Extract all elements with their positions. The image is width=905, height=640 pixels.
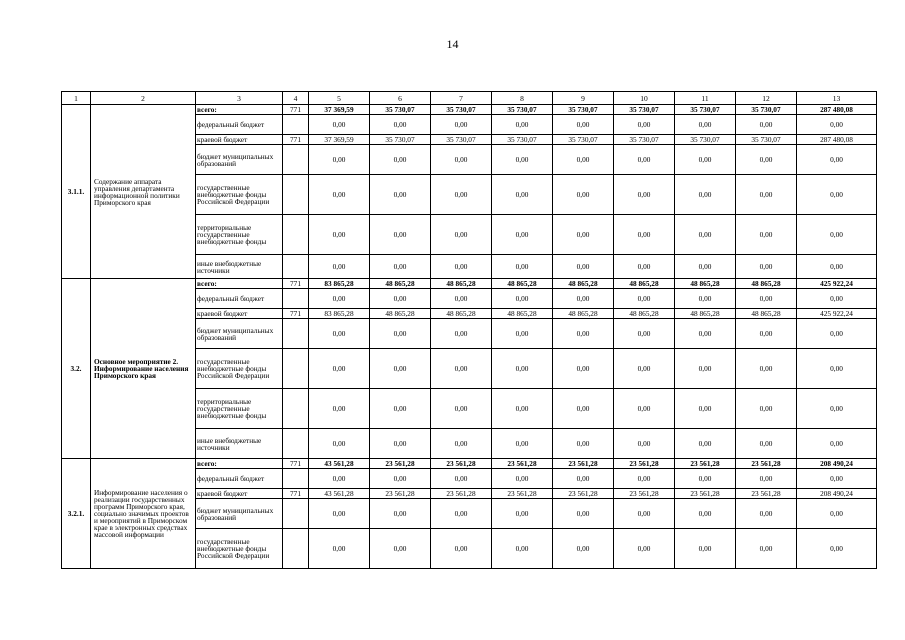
amount-cell: 35 730,07 (370, 135, 431, 145)
amount-cell: 35 730,07 (492, 105, 553, 115)
grs-code (283, 215, 309, 255)
amount-cell: 0,00 (614, 349, 675, 389)
amount-cell: 0,00 (736, 115, 797, 135)
amount-cell: 0,00 (309, 255, 370, 279)
amount-cell: 48 865,28 (492, 279, 553, 289)
amount-cell: 0,00 (614, 389, 675, 429)
amount-cell: 0,00 (675, 349, 736, 389)
funding-source: всего: (196, 279, 283, 289)
section-number: 3.1.1. (62, 105, 91, 279)
grs-code (283, 429, 309, 459)
funding-source: федеральный бюджет (196, 469, 283, 489)
grs-code (283, 145, 309, 175)
amount-cell: 0,00 (736, 319, 797, 349)
total-amount: 0,00 (797, 175, 877, 215)
amount-cell: 48 865,28 (553, 309, 614, 319)
amount-cell: 0,00 (736, 389, 797, 429)
amount-cell: 0,00 (309, 529, 370, 569)
amount-cell: 0,00 (492, 529, 553, 569)
funding-source: краевой бюджет (196, 309, 283, 319)
amount-cell: 0,00 (675, 469, 736, 489)
table-row (62, 279, 877, 289)
amount-cell: 0,00 (736, 145, 797, 175)
amount-cell: 0,00 (309, 429, 370, 459)
amount-cell: 0,00 (431, 349, 492, 389)
grs-code: 771 (283, 279, 309, 289)
total-amount: 0,00 (797, 469, 877, 489)
amount-cell: 0,00 (553, 349, 614, 389)
amount-cell: 0,00 (553, 429, 614, 459)
amount-cell: 0,00 (492, 469, 553, 489)
amount-cell: 0,00 (431, 115, 492, 135)
amount-cell: 23 561,28 (370, 489, 431, 499)
amount-cell: 0,00 (675, 255, 736, 279)
funding-source: краевой бюджет (196, 135, 283, 145)
page-number: 14 (446, 37, 459, 51)
amount-cell: 0,00 (736, 289, 797, 309)
total-amount: 425 922,24 (797, 279, 877, 289)
column-header: 7 (431, 92, 492, 105)
total-amount: 287 480,08 (797, 105, 877, 115)
amount-cell: 0,00 (309, 319, 370, 349)
amount-cell: 0,00 (675, 499, 736, 529)
amount-cell: 0,00 (370, 115, 431, 135)
funding-source: бюджет муниципальных образований (196, 145, 283, 175)
amount-cell: 0,00 (309, 389, 370, 429)
funding-source: бюджет муниципальных образований (196, 499, 283, 529)
amount-cell: 0,00 (553, 115, 614, 135)
amount-cell: 48 865,28 (614, 309, 675, 319)
total-amount: 0,00 (797, 319, 877, 349)
amount-cell: 0,00 (492, 115, 553, 135)
funding-source: иные внебюджетные источники (196, 255, 283, 279)
amount-cell: 0,00 (370, 429, 431, 459)
grs-code: 771 (283, 309, 309, 319)
grs-code (283, 389, 309, 429)
amount-cell: 0,00 (431, 499, 492, 529)
grs-code (283, 175, 309, 215)
total-amount: 0,00 (797, 115, 877, 135)
funding-source: краевой бюджет (196, 489, 283, 499)
amount-cell: 0,00 (675, 429, 736, 459)
amount-cell: 0,00 (675, 389, 736, 429)
amount-cell: 0,00 (431, 469, 492, 489)
amount-cell: 23 561,28 (614, 489, 675, 499)
amount-cell: 35 730,07 (370, 105, 431, 115)
column-header: 11 (675, 92, 736, 105)
section-name: Содержание аппарата управления департамента информационной политики Приморского края (91, 105, 196, 279)
amount-cell: 0,00 (675, 175, 736, 215)
amount-cell: 0,00 (370, 215, 431, 255)
amount-cell: 48 865,28 (370, 309, 431, 319)
amount-cell: 23 561,28 (553, 459, 614, 469)
column-header: 13 (797, 92, 877, 105)
amount-cell: 0,00 (614, 499, 675, 529)
amount-cell: 48 865,28 (431, 279, 492, 289)
section-number: 3.2. (62, 279, 91, 459)
amount-cell: 23 561,28 (370, 459, 431, 469)
amount-cell: 0,00 (370, 145, 431, 175)
grs-code (283, 349, 309, 389)
total-amount: 0,00 (797, 215, 877, 255)
total-amount: 208 490,24 (797, 489, 877, 499)
amount-cell: 0,00 (370, 389, 431, 429)
amount-cell: 0,00 (614, 115, 675, 135)
grs-code (283, 469, 309, 489)
amount-cell: 35 730,07 (553, 135, 614, 145)
amount-cell: 35 730,07 (675, 135, 736, 145)
amount-cell: 0,00 (370, 469, 431, 489)
amount-cell: 0,00 (614, 469, 675, 489)
funding-source: федеральный бюджет (196, 289, 283, 309)
amount-cell: 0,00 (370, 175, 431, 215)
amount-cell: 0,00 (614, 175, 675, 215)
column-header: 10 (614, 92, 675, 105)
amount-cell: 0,00 (492, 145, 553, 175)
amount-cell: 0,00 (553, 145, 614, 175)
amount-cell: 0,00 (553, 255, 614, 279)
grs-code: 771 (283, 135, 309, 145)
amount-cell: 0,00 (492, 429, 553, 459)
amount-cell: 35 730,07 (675, 105, 736, 115)
amount-cell: 35 730,07 (736, 105, 797, 115)
amount-cell: 48 865,28 (553, 279, 614, 289)
total-amount: 287 480,08 (797, 135, 877, 145)
amount-cell: 0,00 (675, 529, 736, 569)
amount-cell: 0,00 (614, 319, 675, 349)
total-amount: 0,00 (797, 429, 877, 459)
amount-cell: 0,00 (309, 145, 370, 175)
amount-cell: 0,00 (431, 289, 492, 309)
amount-cell: 0,00 (431, 389, 492, 429)
column-header: 8 (492, 92, 553, 105)
amount-cell: 23 561,28 (492, 489, 553, 499)
column-header: 2 (91, 92, 196, 105)
total-amount: 0,00 (797, 389, 877, 429)
amount-cell: 48 865,28 (614, 279, 675, 289)
amount-cell: 23 561,28 (736, 459, 797, 469)
amount-cell: 0,00 (553, 529, 614, 569)
total-amount: 0,00 (797, 255, 877, 279)
amount-cell: 0,00 (675, 289, 736, 309)
amount-cell: 0,00 (431, 429, 492, 459)
grs-code (283, 115, 309, 135)
total-amount: 0,00 (797, 499, 877, 529)
amount-cell: 0,00 (614, 429, 675, 459)
amount-cell: 0,00 (553, 319, 614, 349)
amount-cell: 0,00 (553, 469, 614, 489)
amount-cell: 0,00 (309, 469, 370, 489)
amount-cell: 0,00 (370, 499, 431, 529)
amount-cell: 0,00 (431, 319, 492, 349)
amount-cell: 0,00 (675, 145, 736, 175)
amount-cell: 0,00 (431, 529, 492, 569)
grs-code (283, 255, 309, 279)
total-amount: 0,00 (797, 145, 877, 175)
amount-cell: 0,00 (492, 215, 553, 255)
amount-cell: 0,00 (492, 319, 553, 349)
table-row (62, 459, 877, 469)
amount-cell: 0,00 (370, 529, 431, 569)
total-amount: 0,00 (797, 349, 877, 389)
section-name: Основное мероприятие 2. Информирование населения Приморского края (91, 279, 196, 459)
header-row (62, 92, 877, 105)
amount-cell: 0,00 (553, 289, 614, 309)
funding-source: государственные внебюджетные фонды Российской Федерации (196, 349, 283, 389)
amount-cell: 0,00 (736, 469, 797, 489)
column-header: 5 (309, 92, 370, 105)
amount-cell: 0,00 (370, 349, 431, 389)
amount-cell: 48 865,28 (431, 309, 492, 319)
amount-cell: 0,00 (370, 289, 431, 309)
amount-cell: 35 730,07 (553, 105, 614, 115)
amount-cell: 0,00 (431, 175, 492, 215)
amount-cell: 0,00 (370, 255, 431, 279)
amount-cell: 0,00 (675, 115, 736, 135)
section-name: Информирование населения о реализации государственных программ Приморского края, социально значимых проектов и мероприятий в Приморском крае в электронных средствах массовой информации (91, 459, 196, 569)
grs-code: 771 (283, 105, 309, 115)
amount-cell: 48 865,28 (370, 279, 431, 289)
amount-cell: 23 561,28 (614, 459, 675, 469)
amount-cell: 0,00 (431, 145, 492, 175)
amount-cell: 23 561,28 (736, 489, 797, 499)
column-header: 4 (283, 92, 309, 105)
amount-cell: 43 561,28 (309, 459, 370, 469)
amount-cell: 0,00 (553, 175, 614, 215)
amount-cell: 37 369,59 (309, 105, 370, 115)
funding-source: территориальные государственные внебюджетные фонды (196, 389, 283, 429)
funding-source: всего: (196, 459, 283, 469)
amount-cell: 23 561,28 (431, 459, 492, 469)
funding-source: государственные внебюджетные фонды Российской Федерации (196, 175, 283, 215)
grs-code: 771 (283, 489, 309, 499)
funding-source: всего: (196, 105, 283, 115)
amount-cell: 48 865,28 (736, 309, 797, 319)
amount-cell: 0,00 (675, 215, 736, 255)
amount-cell: 0,00 (614, 529, 675, 569)
amount-cell: 0,00 (431, 215, 492, 255)
column-header: 9 (553, 92, 614, 105)
amount-cell: 35 730,07 (614, 105, 675, 115)
amount-cell: 0,00 (370, 319, 431, 349)
amount-cell: 0,00 (736, 349, 797, 389)
grs-code (283, 529, 309, 569)
amount-cell: 0,00 (553, 215, 614, 255)
amount-cell: 0,00 (492, 289, 553, 309)
amount-cell: 23 561,28 (553, 489, 614, 499)
amount-cell: 0,00 (736, 255, 797, 279)
column-header: 3 (196, 92, 283, 105)
amount-cell: 0,00 (736, 215, 797, 255)
funding-source: федеральный бюджет (196, 115, 283, 135)
amount-cell: 0,00 (675, 319, 736, 349)
column-header: 12 (736, 92, 797, 105)
amount-cell: 0,00 (492, 389, 553, 429)
amount-cell: 37 369,59 (309, 135, 370, 145)
total-amount: 425 922,24 (797, 309, 877, 319)
amount-cell: 48 865,28 (492, 309, 553, 319)
amount-cell: 0,00 (736, 429, 797, 459)
total-amount: 0,00 (797, 529, 877, 569)
amount-cell: 35 730,07 (431, 135, 492, 145)
amount-cell: 0,00 (614, 289, 675, 309)
amount-cell: 0,00 (553, 389, 614, 429)
amount-cell: 0,00 (553, 499, 614, 529)
amount-cell: 0,00 (492, 255, 553, 279)
amount-cell: 0,00 (614, 255, 675, 279)
funding-source: государственные внебюджетные фонды Российской Федерации (196, 529, 283, 569)
column-header: 1 (62, 92, 91, 105)
amount-cell: 0,00 (736, 529, 797, 569)
total-amount: 0,00 (797, 289, 877, 309)
amount-cell: 35 730,07 (492, 135, 553, 145)
amount-cell: 23 561,28 (431, 489, 492, 499)
grs-code: 771 (283, 459, 309, 469)
amount-cell: 0,00 (492, 349, 553, 389)
amount-cell: 0,00 (309, 289, 370, 309)
amount-cell: 0,00 (614, 215, 675, 255)
grs-code (283, 499, 309, 529)
amount-cell: 83 865,28 (309, 279, 370, 289)
amount-cell: 48 865,28 (675, 309, 736, 319)
funding-source: бюджет муниципальных образований (196, 319, 283, 349)
amount-cell: 48 865,28 (736, 279, 797, 289)
amount-cell: 35 730,07 (431, 105, 492, 115)
column-header: 6 (370, 92, 431, 105)
grs-code (283, 289, 309, 309)
amount-cell: 23 561,28 (675, 489, 736, 499)
budget-table (61, 91, 877, 569)
amount-cell: 23 561,28 (492, 459, 553, 469)
amount-cell: 0,00 (492, 175, 553, 215)
amount-cell: 0,00 (309, 499, 370, 529)
amount-cell: 35 730,07 (736, 135, 797, 145)
total-amount: 208 490,24 (797, 459, 877, 469)
funding-source: иные внебюджетные источники (196, 429, 283, 459)
amount-cell: 0,00 (736, 499, 797, 529)
amount-cell: 0,00 (736, 175, 797, 215)
amount-cell: 0,00 (431, 255, 492, 279)
amount-cell: 0,00 (309, 349, 370, 389)
amount-cell: 48 865,28 (675, 279, 736, 289)
amount-cell: 83 865,28 (309, 309, 370, 319)
section-number: 3.2.1. (62, 459, 91, 569)
table-row (62, 105, 877, 115)
amount-cell: 0,00 (309, 115, 370, 135)
amount-cell: 0,00 (614, 145, 675, 175)
amount-cell: 35 730,07 (614, 135, 675, 145)
amount-cell: 0,00 (309, 215, 370, 255)
amount-cell: 0,00 (492, 499, 553, 529)
funding-source: территориальные государственные внебюджетные фонды (196, 215, 283, 255)
amount-cell: 0,00 (309, 175, 370, 215)
amount-cell: 23 561,28 (675, 459, 736, 469)
grs-code (283, 319, 309, 349)
amount-cell: 43 561,28 (309, 489, 370, 499)
